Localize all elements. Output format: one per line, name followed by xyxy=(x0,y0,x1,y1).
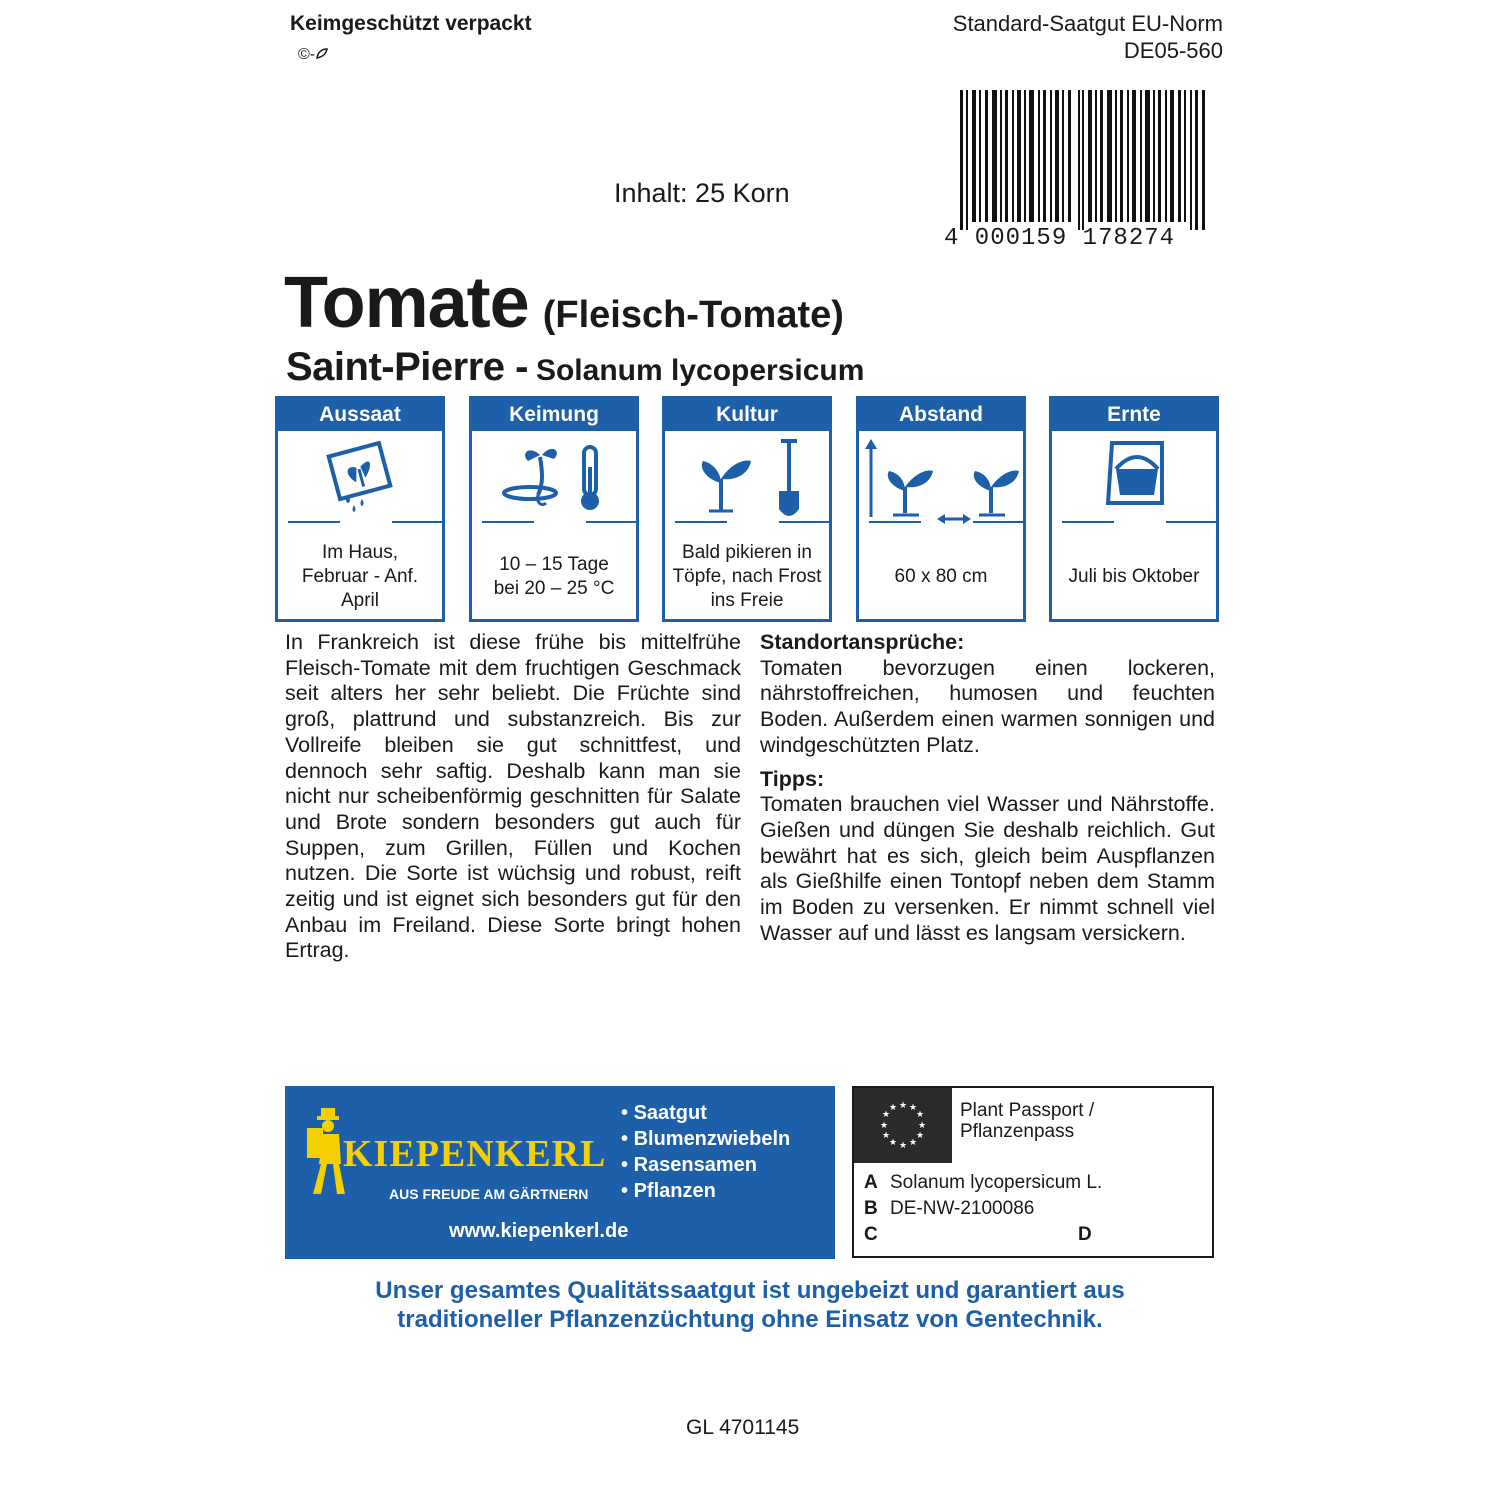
divider xyxy=(586,521,638,523)
variety-line xyxy=(286,345,864,390)
svg-text:★: ★ xyxy=(898,1141,908,1151)
list-item: • Rasensamen xyxy=(621,1152,790,1178)
divider xyxy=(779,521,831,523)
passport-row-d: D xyxy=(1078,1224,1092,1245)
passport-row-b: B DE-NW-2100086 xyxy=(864,1198,1035,1219)
info-box-text: 10 – 15 Tage bei 20 – 25 °C xyxy=(493,554,615,599)
info-box-aussaat xyxy=(275,396,445,622)
barcode-number: 4 000159 178274 xyxy=(944,225,1176,252)
list-item: • Blumenzwiebeln xyxy=(621,1126,790,1152)
packaging-note: Keimgeschützt verpackt xyxy=(290,12,532,35)
divider xyxy=(392,521,444,523)
svg-text:★: ★ xyxy=(881,1110,891,1120)
tips-text: Tomaten brauchen viel Wasser und Nährstoffe. Gießen und düngen Sie deshalb reichlich. Gut bewährt hat es sich, gleich beim Auspflanzen als Gießhilfe einen Tontopf neben dem Stamm im Boden zu versenken. Er nimmt schnell viel Wasser auf und lässt es langsam versickern. xyxy=(760,792,1215,945)
product-name: Tomate xyxy=(284,263,529,343)
info-box-text: Bald pikieren in Töpfe, nach Frost ins Freie xyxy=(672,542,822,611)
svg-text:★: ★ xyxy=(915,1110,925,1120)
info-box-text: Im Haus, Februar - Anf. April xyxy=(301,542,419,611)
info-box-ernte xyxy=(1049,396,1219,622)
svg-text:★: ★ xyxy=(879,1121,889,1131)
eu-flag-icon xyxy=(854,1088,952,1163)
location-text: Tomaten bevorzugen einen lockeren, nährstoffreichen, humosen und feuchten Boden. Außerdem einen warmen sonnigen und windgeschützten Platz. xyxy=(760,655,1215,757)
growing-info xyxy=(760,630,1215,954)
svg-text:★: ★ xyxy=(908,1138,918,1148)
info-box-heading: Kultur xyxy=(665,399,829,431)
quality-note: Unser gesamtes Qualitätssaatgut ist ungebeizt und garantiert aus traditioneller Pflanzenzüchtung ohne Einsatz von Gentechnik. xyxy=(375,1277,1125,1333)
info-box-abstand xyxy=(856,396,1026,622)
info-box-text: Juli bis Oktober xyxy=(1068,566,1200,587)
content-amount: Inhalt: 25 Korn xyxy=(614,178,790,208)
variety-name: Saint-Pierre - xyxy=(286,345,528,389)
svg-text:★: ★ xyxy=(888,1103,898,1113)
list-item: • Saatgut xyxy=(621,1100,790,1126)
brand-slogan: AUS FREUDE AM GÄRTNERN xyxy=(389,1186,589,1202)
copyright-mark: ©- xyxy=(298,46,329,64)
info-box-text: 60 x 80 cm xyxy=(894,566,988,587)
passport-title: Plant Passport / Pflanzenpass xyxy=(960,1100,1095,1142)
plant-passport xyxy=(852,1086,1214,1258)
standard-norm-line1: Standard-Saatgut EU-Norm xyxy=(952,11,1223,36)
svg-text:★: ★ xyxy=(888,1138,898,1148)
list-item: • Pflanzen xyxy=(621,1178,790,1204)
divider xyxy=(1166,521,1218,523)
brand-product-list xyxy=(621,1100,790,1204)
passport-row-a: A Solanum lycopersicum L. xyxy=(864,1172,1103,1193)
divider xyxy=(1062,521,1114,523)
svg-text:★: ★ xyxy=(898,1101,908,1111)
divider xyxy=(869,521,921,523)
brand-box xyxy=(285,1086,835,1259)
gl-code: GL 4701145 xyxy=(686,1416,800,1439)
tips-heading: Tipps: xyxy=(760,766,825,791)
info-box-kultur xyxy=(662,396,832,622)
passport-row-c: C xyxy=(864,1224,878,1245)
divider xyxy=(288,521,340,523)
standard-norm xyxy=(953,10,1223,64)
divider xyxy=(973,521,1025,523)
barcode xyxy=(960,90,1210,230)
brand-url[interactable]: www.kiepenkerl.de xyxy=(449,1220,629,1242)
info-box-heading: Keimung xyxy=(472,399,636,431)
harvest-basket-icon xyxy=(1052,433,1216,529)
seed-packet-icon xyxy=(278,433,442,529)
plant-spacing-icon xyxy=(859,433,1023,529)
svg-text:★: ★ xyxy=(917,1121,927,1131)
info-box-heading: Ernte xyxy=(1052,399,1216,431)
description-text: In Frankreich ist diese frühe bis mittelfrühe Fleisch-Tomate mit dem fruchtigen Geschmack seit alters her sehr beliebt. Die Früchte sind groß, plattrund und substanzreich. Bis zur Vollreife bleiben sie gut schnittfest, und dennoch sehr saftig. Deshalb kann man sie nicht nur scheibenförmig geschnitten für Salate und Brote sondern besonders gut auch für Suppen, zum Grillen, Füllen und Kochen nutzen. Die Sorte ist wüchsig und robust, reift zeitig und ist eignet sich besonders gut für den Anbau im Freiland. Diese Sorte bringt hohen Ertrag. xyxy=(285,630,741,963)
svg-text:★: ★ xyxy=(881,1131,891,1141)
brand-logo: KIEPENKERL xyxy=(343,1133,607,1175)
standard-norm-line2: DE05-560 xyxy=(1123,38,1223,63)
info-box-keimung xyxy=(469,396,639,622)
info-box-heading: Aussaat xyxy=(278,399,442,431)
product-title xyxy=(284,262,844,344)
location-heading: Standortansprüche: xyxy=(760,630,965,654)
info-box-heading: Abstand xyxy=(859,399,1023,431)
plant-spade-icon xyxy=(665,433,829,529)
svg-text:★: ★ xyxy=(915,1131,925,1141)
divider xyxy=(675,521,727,523)
scientific-name: Solanum lycopersicum xyxy=(535,354,865,387)
divider xyxy=(482,521,534,523)
seedling-thermometer-icon xyxy=(472,433,636,529)
leaf-mark-icon xyxy=(315,47,329,59)
product-type: (Fleisch-Tomate) xyxy=(542,294,844,336)
svg-text:★: ★ xyxy=(908,1103,918,1113)
